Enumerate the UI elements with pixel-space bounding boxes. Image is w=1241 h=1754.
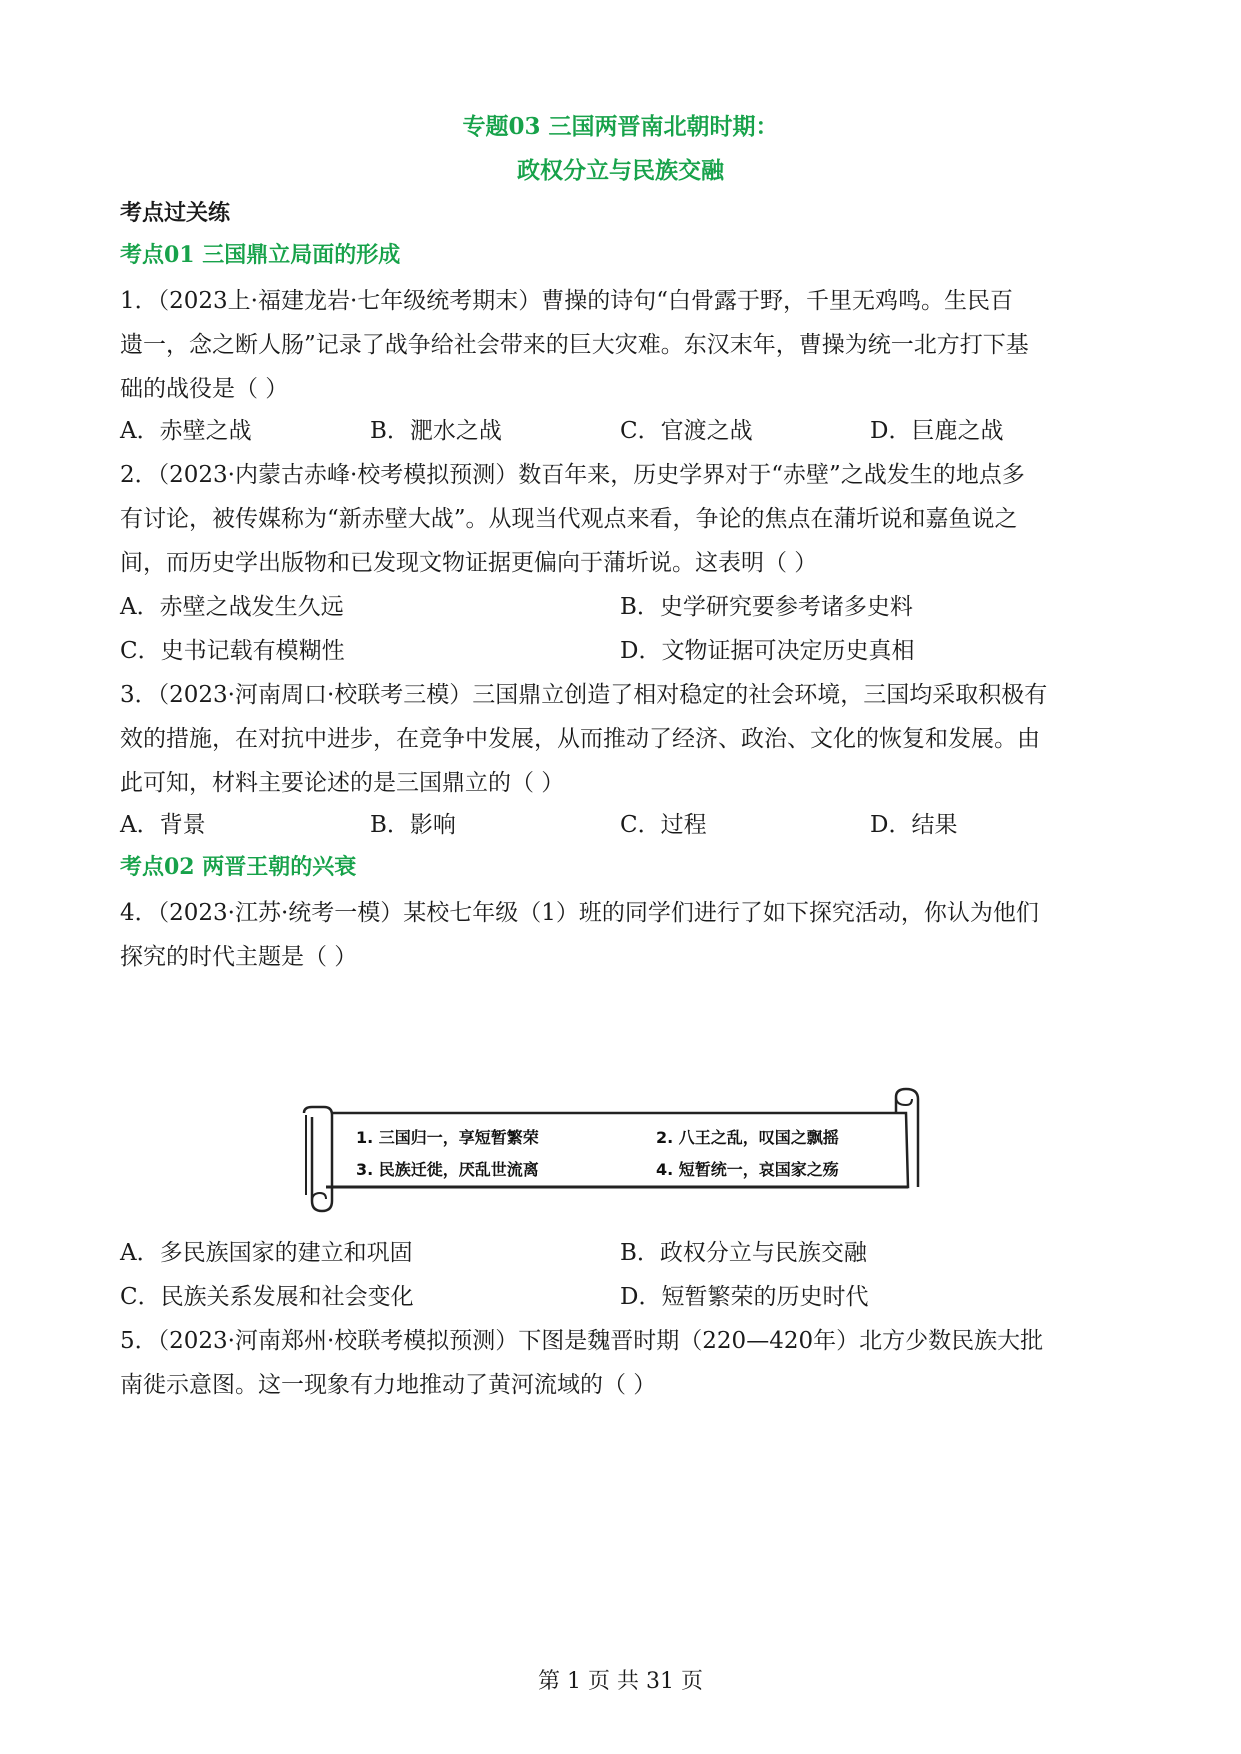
q3-option-b: B．影响 [370, 812, 456, 838]
q4-line-1: 4．（2023·江苏·统考一模）某校七年级（1）班的同学们进行了如下探究活动，你认为他们 [120, 900, 1039, 926]
scroll-item-1: 1. 三国归一，享短暂繁荣 [356, 1128, 539, 1147]
q4-option-d: D．短暂繁荣的历史时代 [620, 1284, 869, 1310]
q5-line-2: 南徙示意图。这一现象有力地推动了黄河流域的（ ） [120, 1372, 657, 1398]
q1-line-2: 遗一，念之断人肠”记录了战争给社会带来的巨大灾难。东汉末年，曹操为统一北方打下基 [120, 332, 1029, 358]
q1-line-3: 础的战役是（ ） [120, 376, 289, 402]
q3-option-a: A．背景 [120, 812, 206, 838]
q3-option-c: C．过程 [620, 812, 707, 838]
scroll-item-3: 3. 民族迁徙，厌乱世流离 [356, 1160, 539, 1179]
q2-line-2: 有讨论，被传媒称为“新赤壁大战”。从现当代观点来看，争论的焦点在蒲圻说和嘉鱼说之 [120, 506, 1018, 532]
q2-option-c: C．史书记载有模糊性 [120, 638, 345, 664]
q4-line-2: 探究的时代主题是（ ） [120, 944, 358, 970]
document-title-line-2: 政权分立与民族交融 [517, 157, 724, 184]
q3-line-3: 此可知，材料主要论述的是三国鼎立的（ ） [120, 770, 565, 796]
topic-01-heading: 考点01 三国鼎立局面的形成 [120, 242, 401, 268]
q4-option-a: A．多民族国家的建立和巩固 [120, 1240, 413, 1266]
section-heading: 考点过关练 [120, 200, 231, 226]
topic-02-heading: 考点02 两晋王朝的兴衰 [120, 854, 357, 880]
q2-line-1: 2．（2023·内蒙古赤峰·校考模拟预测）数百年来，历史学界对于“赤壁”之战发生的地点多 [120, 462, 1025, 488]
q2-option-d: D．文物证据可决定历史真相 [620, 638, 915, 664]
page-number-footer: 第 1 页 共 31 页 [538, 1669, 703, 1694]
q3-line-1: 3．（2023·河南周口·校联考三模）三国鼎立创造了相对稳定的社会环境，三国均采取积极有 [120, 682, 1048, 708]
q4-option-b: B．政权分立与民族交融 [620, 1240, 867, 1266]
q1-option-c: C．官渡之战 [620, 418, 753, 444]
q2-option-b: B．史学研究要参考诸多史料 [620, 594, 913, 620]
q4-option-c: C．民族关系发展和社会变化 [120, 1284, 414, 1310]
q1-option-b: B．淝水之战 [370, 418, 502, 444]
scroll-image [296, 1085, 946, 1215]
document-title-line-1: 专题03 三国两晋南北朝时期： [462, 113, 779, 140]
q2-line-3: 间，而历史学出版物和已发现文物证据更偏向于蒲圻说。这表明（ ） [120, 550, 818, 576]
q5-line-1: 5．（2023·河南郑州·校联考模拟预测）下图是魏晋时期（220—420年）北方少数民族大批 [120, 1328, 1044, 1354]
scroll-item-2: 2. 八王之乱，叹国之飘摇 [656, 1128, 839, 1147]
q1-line-1: 1．（2023上·福建龙岩·七年级统考期末）曹操的诗句“白骨露于野，千里无鸡鸣。生民百 [120, 288, 1014, 314]
q1-option-a: A．赤壁之战 [120, 418, 252, 444]
q3-line-2: 效的措施，在对抗中进步，在竞争中发展，从而推动了经济、政治、文化的恢复和发展。由 [120, 726, 1040, 752]
q3-option-d: D．结果 [870, 812, 958, 838]
scroll-item-4: 4. 短暂统一，哀国家之殇 [656, 1160, 839, 1179]
q2-option-a: A．赤壁之战发生久远 [120, 594, 344, 620]
q1-option-d: D．巨鹿之战 [870, 418, 1004, 444]
